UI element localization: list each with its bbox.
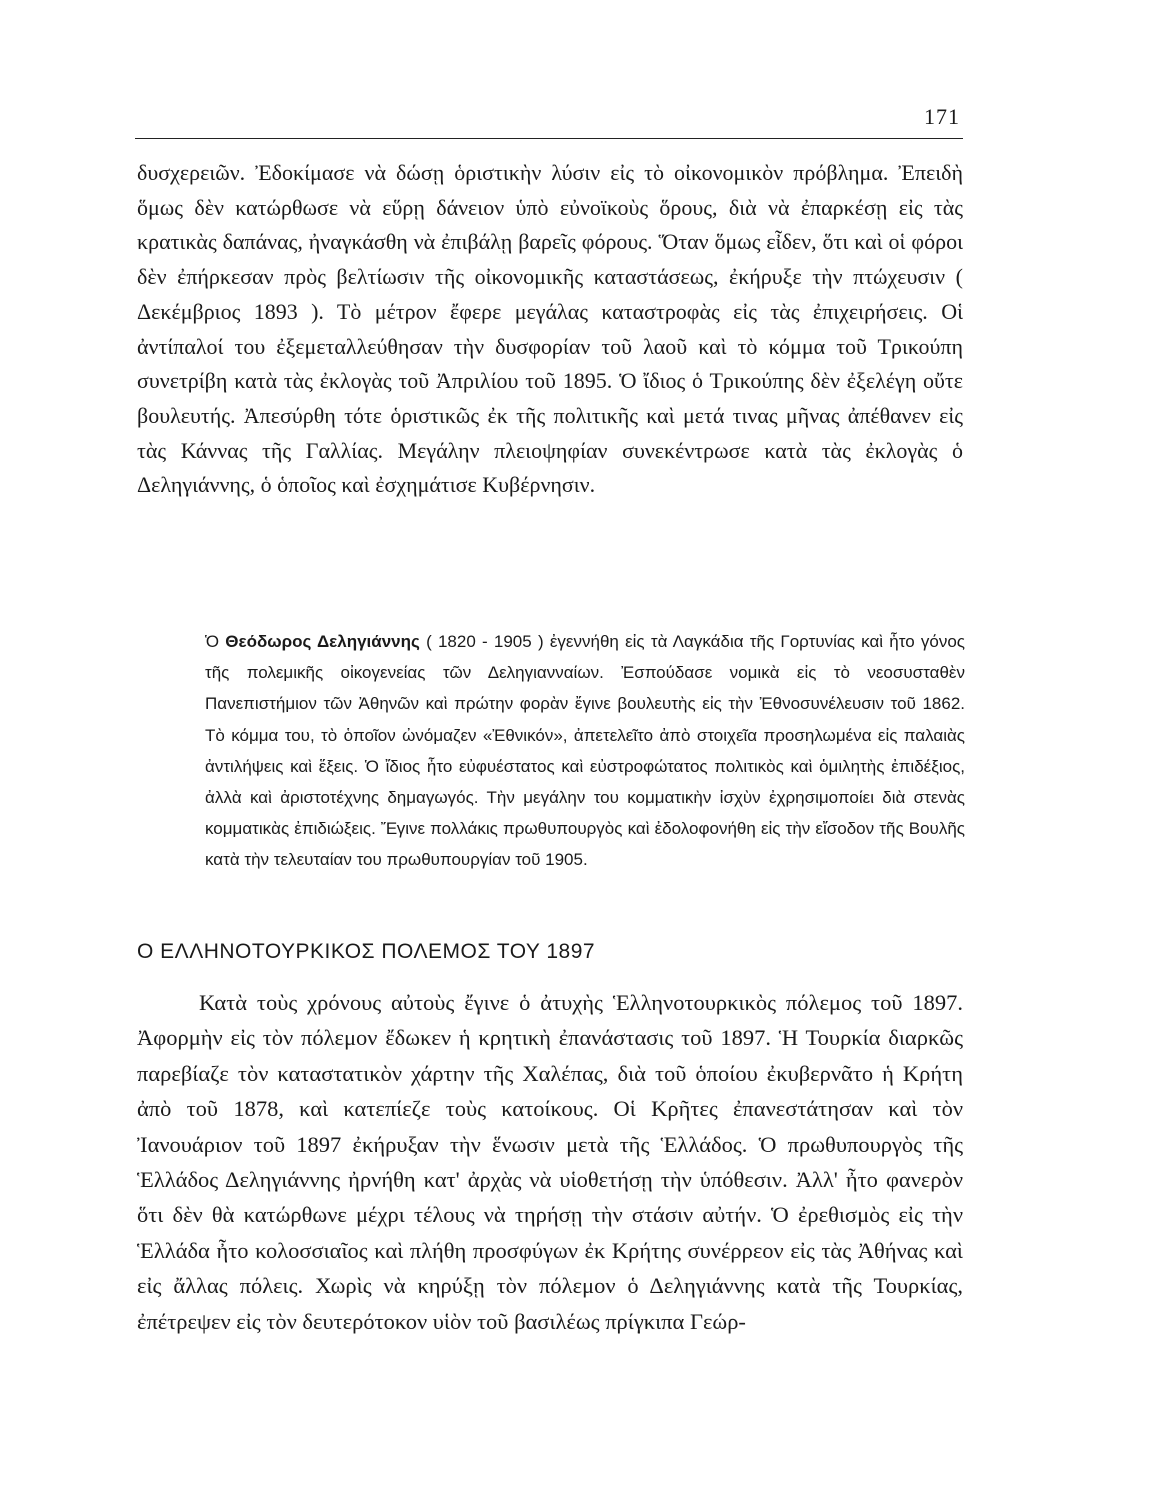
header-rule	[135, 138, 963, 139]
section-heading: Ο ΕΛΛΗΝΟΤΟΥΡΚΙΚΟΣ ΠΟΛΕΜΟΣ ΤΟΥ 1897	[137, 940, 596, 963]
bio-note-text: ( 1820 - 1905 ) ἐγεννήθη εἰς τὰ Λαγκάδια τῆς Γορτυνίας καὶ ἦτο γόνος τῆς πολεμικῆς οἰκογενείας τῶν Δεληγιανναίων. Ἐσπούδασε νομικὰ εἰς τὸ νεοσυσταθὲν Πανεπιστήμιον τῶν Ἀθηνῶν καὶ πρώτην φορὰν ἔγινε βουλευτὴς εἰς τὴν Ἐθνοσυνέλευσιν τοῦ 1862. Τὸ κόμμα του, τὸ ὁποῖον ὠνόμαζεν «Ἐθνικόν», ἀπετελεῖτο ἀπὸ στοιχεῖα προσηλωμένα εἰς παλαιὰς ἀντιλήψεις καὶ ἕξεις. Ὁ ἴδιος ἦτο εὐφυέστατος καὶ εὐστροφώτατος πολιτικὸς καὶ ὁμιλητὴς ἐπιδέξιος, ἀλλὰ καὶ ἀριστοτέχνης δημαγωγός. Τὴν μεγάλην του κομματικὴν ἰσχὺν ἐχρησιμοποίει διὰ στενὰς κομματικὰς ἐπιδιώξεις. Ἔγινε πολλάκις πρωθυπουργὸς καὶ ἐδολοφονήθη εἰς τὴν εἴσοδον τῆς Βουλῆς κατὰ τὴν τελευταίαν του πρωθυπουργίαν τοῦ 1905.	[205, 632, 965, 870]
page-number: 171	[924, 104, 960, 129]
bio-note-name: Θεόδωρος Δεληγιάννης	[225, 632, 420, 651]
main-paragraph: δυσχερειῶν. Ἐδοκίμασε νὰ δώσῃ ὁριστικὴν λύσιν εἰς τὸ οἰκονομικὸν πρόβλημα. Ἐπειδὴ ὅμως δὲν κατώρθωσε νὰ εὕρῃ δάνειον ὑπὸ εὐνοϊκοὺς ὅρους, διὰ νὰ ἐπαρκέσῃ εἰς τὰς κρατικὰς δαπάνας, ἠναγκάσθη νὰ ἐπιβάλῃ βαρεῖς φόρους. Ὅταν ὅμως εἶδεν, ὅτι καὶ οἱ φόροι δὲν ἐπήρκεσαν πρὸς βελτίωσιν τῆς οἰκονομικῆς καταστάσεως, ἐκήρυξε τὴν πτώχευσιν ( Δεκέμβριος 1893 ). Τὸ μέτρον ἔφερε μεγάλας καταστροφὰς εἰς τὰς ἐπιχειρήσεις. Οἱ ἀντίπαλοί του ἐξεμεταλλεύθησαν τὴν δυσφορίαν τοῦ λαοῦ καὶ τὸ κόμμα τοῦ Τρικούπη συνετρίβη κατὰ τὰς ἐκλογὰς τοῦ Ἀπριλίου τοῦ 1895. Ὁ ἴδιος ὁ Τρικούπης δὲν ἐξελέγη οὔτε βουλευτής. Ἀπεσύρθη τότε ὁριστικῶς ἐκ τῆς πολιτικῆς καὶ μετά τινας μῆνας ἀπέθανεν εἰς τὰς Κάννας τῆς Γαλλίας. Μεγάλην πλειοψηφίαν συνεκέντρωσε κατὰ τὰς ἐκλογὰς ὁ Δεληγιάννης, ὁ ὁποῖος καὶ ἐσχημάτισε Κυβέρνησιν.	[137, 160, 963, 498]
biographical-note	[205, 626, 965, 876]
section-paragraph: Κατὰ τοὺς χρόνους αὐτοὺς ἔγινε ὁ ἀτυχὴς Ἑλληνοτουρκικὸς πόλεμος τοῦ 1897. Ἀφορμὴν εἰς τὸν πόλεμον ἔδωκεν ἡ κρητικὴ ἐπανάστασις τοῦ 1897. Ἡ Τουρκία διαρκῶς παρεβίαζε τὸν καταστατικὸν χάρτην τῆς Χαλέπας, διὰ τοῦ ὁποίου ἐκυβερνᾶτο ἡ Κρήτη ἀπὸ τοῦ 1878, καὶ κατεπίεζε τοὺς κατοίκους. Οἱ Κρῆτες ἐπανεστάτησαν καὶ τὸν Ἰανουάριον τοῦ 1897 ἐκήρυξαν τὴν ἕνωσιν μετὰ τῆς Ἑλλάδος. Ὁ πρωθυπουργὸς τῆς Ἑλλάδος Δεληγιάννης ἠρνήθη κατ' ἀρχὰς νὰ υἱοθετήσῃ τὴν ὑπόθεσιν. Ἀλλ' ἦτο φανερὸν ὅτι δὲν θὰ κατώρθωνε μέχρι τέλους νὰ τηρήσῃ τὴν στάσιν αὐτήν. Ὁ ἐρεθισμὸς εἰς τὴν Ἑλλάδα ἦτο κολοσσιαῖος καὶ πλήθη προσφύγων ἐκ Κρήτης συνέρρεον εἰς τὰς Ἀθήνας καὶ εἰς ἄλλας πόλεις. Χωρὶς νὰ κηρύξῃ τὸν πόλεμον ὁ Δεληγιάννης κατὰ τῆς Τουρκίας, ἐπέτρεψεν εἰς τὸν δευτερότοκον υἱὸν τοῦ βασιλέως πρίγκιπα Γεώρ-	[137, 990, 963, 1334]
bio-note-prefix: Ὁ	[205, 632, 226, 651]
